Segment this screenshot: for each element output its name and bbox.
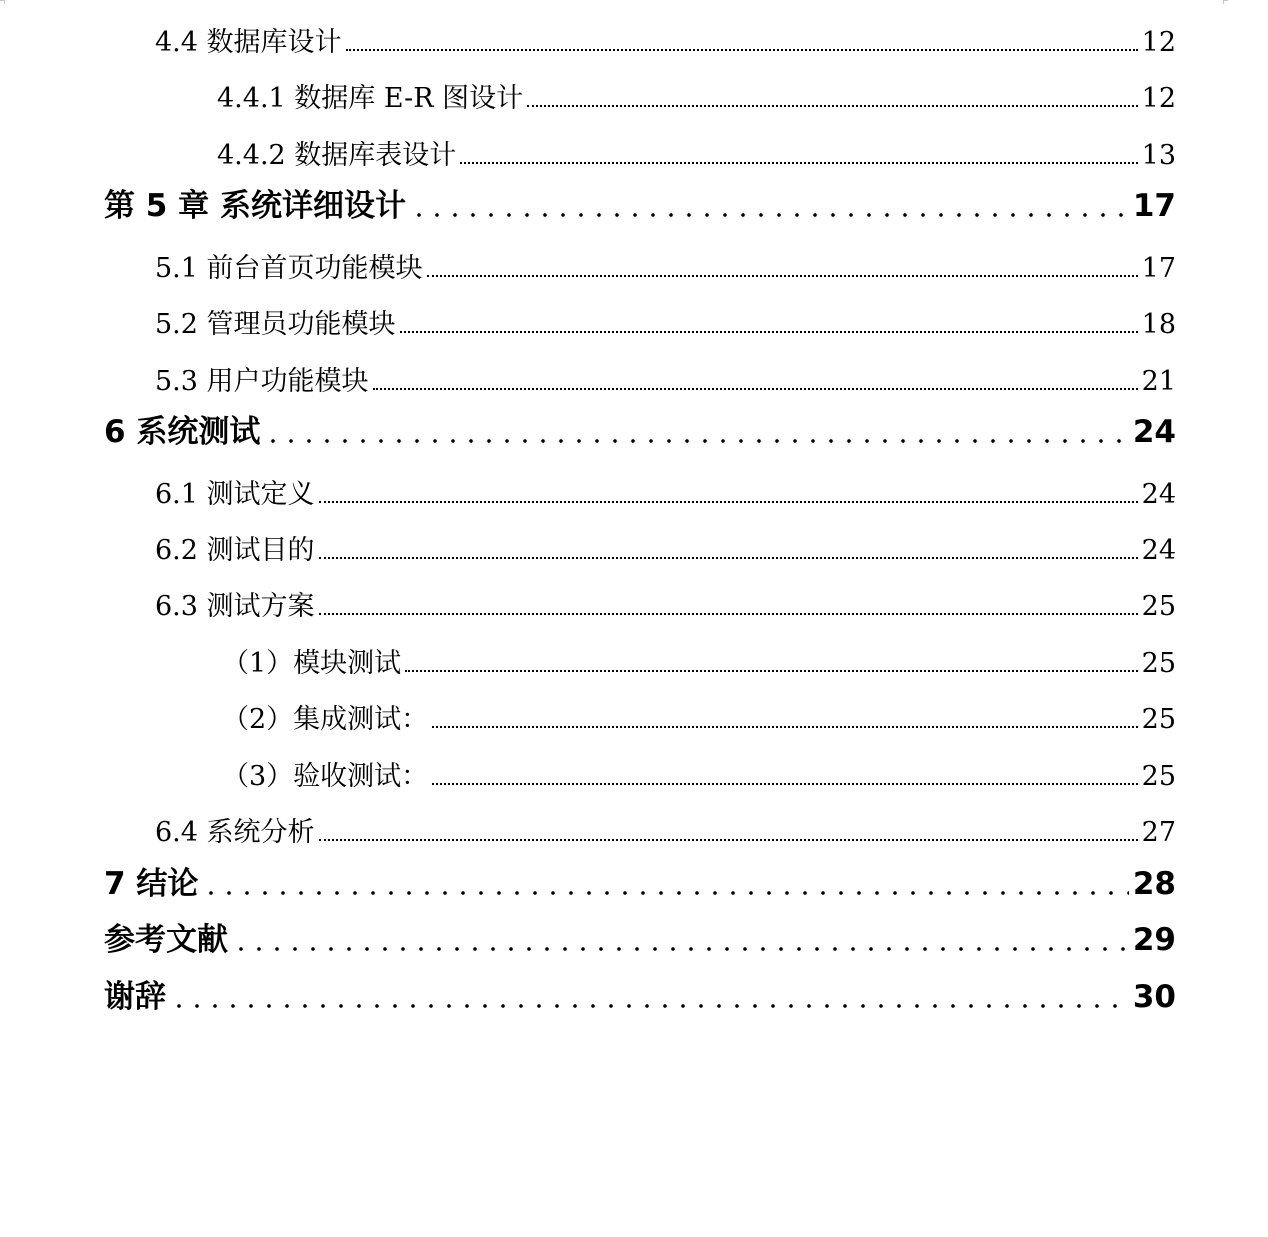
toc-page-number: 17 xyxy=(1132,188,1176,224)
toc-leader xyxy=(432,783,1137,785)
toc-page-number: 17 xyxy=(1141,253,1176,284)
toc-entry-6-3-2[interactable] xyxy=(222,687,1176,735)
toc-leader xyxy=(346,49,1138,51)
page-corner-mark-right xyxy=(1223,0,1228,4)
toc-leader xyxy=(427,275,1138,277)
toc-page-number: 30 xyxy=(1132,979,1176,1015)
toc-leader xyxy=(319,613,1138,615)
toc-leader xyxy=(460,162,1137,164)
toc-entry-title: （2）集成测试： xyxy=(222,704,429,735)
toc-entry-title: 4.4 数据库设计 xyxy=(155,27,342,58)
toc-page-number: 12 xyxy=(1141,27,1176,58)
toc-page-number: 13 xyxy=(1141,140,1176,171)
toc-page-number: 27 xyxy=(1141,817,1176,848)
toc-page-number: 25 xyxy=(1141,704,1176,735)
toc-entry-5-2[interactable] xyxy=(155,292,1176,340)
toc-leader xyxy=(410,212,1129,218)
toc-entry-title: 参考文献 xyxy=(104,922,228,958)
toc-entry-6-2[interactable] xyxy=(155,518,1176,566)
toc-entry-title: （1）模块测试 xyxy=(222,648,402,679)
toc-page-number: 24 xyxy=(1141,479,1176,510)
toc-entry-chapter-5[interactable] xyxy=(104,176,1176,224)
toc-entry-6-4[interactable] xyxy=(155,800,1176,848)
toc-leader xyxy=(170,1003,1129,1009)
toc-page-number: 29 xyxy=(1132,922,1176,958)
toc-entry-title: 4.4.1 数据库 E-R 图设计 xyxy=(217,83,524,114)
toc-leader xyxy=(400,331,1138,333)
page-corner-mark-left xyxy=(0,0,5,4)
toc-leader xyxy=(527,105,1138,107)
toc-entry-title: 6.1 测试定义 xyxy=(155,479,315,510)
toc-leader xyxy=(264,438,1128,444)
toc-entry-title: 4.4.2 数据库表设计 xyxy=(217,140,457,171)
toc-entry-title: 谢辞 xyxy=(104,979,166,1015)
toc-entry-references[interactable] xyxy=(104,910,1176,958)
toc-leader xyxy=(202,890,1128,896)
toc-entry-title: 6.2 测试目的 xyxy=(155,535,315,566)
toc-entry-title: 5.2 管理员功能模块 xyxy=(155,309,396,340)
toc-entry-5-3[interactable] xyxy=(155,349,1176,397)
toc-entry-title: 7 结论 xyxy=(104,866,199,902)
toc-entry-5-1[interactable] xyxy=(155,236,1176,284)
toc-entry-title: 5.3 用户功能模块 xyxy=(155,366,369,397)
toc-page-number: 24 xyxy=(1132,414,1176,450)
toc-page-number: 28 xyxy=(1132,866,1176,902)
toc-leader xyxy=(319,501,1138,503)
toc-leader xyxy=(232,946,1129,952)
toc-leader xyxy=(319,839,1138,841)
toc-entry-acknowledgements[interactable] xyxy=(104,967,1176,1015)
toc-entry-title: 6 系统测试 xyxy=(104,414,261,450)
toc-page-number: 25 xyxy=(1141,591,1176,622)
toc-entry-title: 5.1 前台首页功能模块 xyxy=(155,253,423,284)
toc-entry-title: 第 5 章 系统详细设计 xyxy=(104,188,406,224)
toc-page-number: 18 xyxy=(1141,309,1176,340)
toc-entry-6-3-1[interactable] xyxy=(222,631,1176,679)
toc-entry-6-3[interactable] xyxy=(155,574,1176,622)
toc-leader xyxy=(405,670,1137,672)
toc-entry-title: （3）验收测试： xyxy=(222,761,429,792)
toc-entry-6-1[interactable] xyxy=(155,462,1176,510)
toc-leader xyxy=(373,388,1138,390)
toc-page-number: 21 xyxy=(1141,366,1176,397)
toc-entry-4-4-2[interactable] xyxy=(217,123,1176,171)
toc-entry-chapter-7[interactable] xyxy=(104,854,1176,902)
toc-page-number: 25 xyxy=(1141,648,1176,679)
toc-leader xyxy=(432,726,1137,728)
toc-page-number: 25 xyxy=(1141,761,1176,792)
toc-entry-title: 6.3 测试方案 xyxy=(155,591,315,622)
toc-page-number: 12 xyxy=(1141,83,1176,114)
toc-entry-chapter-6[interactable] xyxy=(104,402,1176,450)
toc-page-number: 24 xyxy=(1141,535,1176,566)
toc-entry-6-3-3[interactable] xyxy=(222,744,1176,792)
toc-leader xyxy=(319,557,1138,559)
toc-entry-title: 6.4 系统分析 xyxy=(155,817,315,848)
toc-entry-4-4[interactable] xyxy=(155,10,1176,58)
toc-entry-4-4-1[interactable] xyxy=(217,66,1176,114)
